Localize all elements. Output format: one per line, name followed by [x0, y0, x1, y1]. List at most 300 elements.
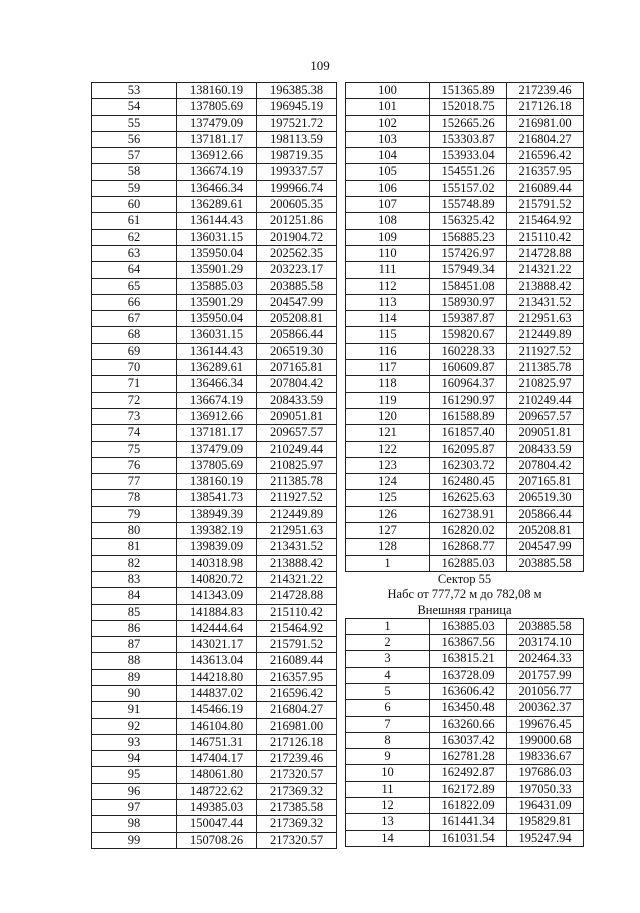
x-coordinate: 143613.04 [177, 653, 257, 669]
x-coordinate: 137479.09 [177, 115, 257, 131]
point-number: 103 [346, 131, 430, 147]
y-coordinate: 203885.58 [257, 278, 337, 294]
x-coordinate: 156885.23 [430, 229, 507, 245]
x-coordinate: 154551.26 [430, 164, 507, 180]
y-coordinate: 212951.63 [507, 311, 584, 327]
point-number: 1 [346, 618, 430, 634]
x-coordinate: 139839.09 [177, 539, 257, 555]
table-row [92, 751, 337, 767]
x-coordinate: 147404.17 [177, 751, 257, 767]
y-coordinate: 201251.86 [257, 213, 337, 229]
x-coordinate: 145466.19 [177, 702, 257, 718]
x-coordinate: 141884.83 [177, 604, 257, 620]
y-coordinate: 205208.81 [257, 311, 337, 327]
y-coordinate: 217320.57 [257, 832, 337, 848]
x-coordinate: 144837.02 [177, 685, 257, 701]
point-number: 70 [92, 360, 177, 376]
y-coordinate: 195829.81 [507, 814, 584, 830]
table-row [346, 213, 584, 229]
y-coordinate: 204547.99 [257, 294, 337, 310]
y-coordinate: 203885.58 [507, 555, 584, 571]
point-number: 97 [92, 800, 177, 816]
y-coordinate: 197686.03 [507, 765, 584, 781]
x-coordinate: 136912.66 [177, 408, 257, 424]
x-coordinate: 161822.09 [430, 798, 507, 814]
x-coordinate: 136031.15 [177, 327, 257, 343]
y-coordinate: 216357.95 [507, 164, 584, 180]
y-coordinate: 216981.00 [257, 718, 337, 734]
table-row [346, 245, 584, 261]
y-coordinate: 217369.32 [257, 816, 337, 832]
y-coordinate: 213431.52 [257, 539, 337, 555]
y-coordinate: 217239.46 [507, 83, 584, 99]
y-coordinate: 212449.89 [507, 327, 584, 343]
point-number: 12 [346, 798, 430, 814]
x-coordinate: 137805.69 [177, 457, 257, 473]
x-coordinate: 163037.42 [430, 732, 507, 748]
table-row [92, 800, 337, 816]
point-number: 2 [346, 635, 430, 651]
table-row [346, 360, 584, 376]
table-row [346, 651, 584, 667]
table-row [92, 506, 337, 522]
y-coordinate: 210249.44 [257, 441, 337, 457]
x-coordinate: 163728.09 [430, 667, 507, 683]
y-coordinate: 217369.32 [257, 783, 337, 799]
point-number: 64 [92, 262, 177, 278]
point-number: 69 [92, 343, 177, 359]
table-row [346, 83, 584, 99]
table-row [92, 490, 337, 506]
x-coordinate: 152018.75 [430, 99, 507, 115]
y-coordinate: 215791.52 [507, 197, 584, 213]
x-coordinate: 157426.97 [430, 245, 507, 261]
y-coordinate: 215791.52 [257, 637, 337, 653]
y-coordinate: 201757.99 [507, 667, 584, 683]
table-row [346, 781, 584, 797]
point-number: 124 [346, 474, 430, 490]
point-number: 60 [92, 197, 177, 213]
table-row [92, 180, 337, 196]
y-coordinate: 210249.44 [507, 392, 584, 408]
point-number: 83 [92, 571, 177, 587]
y-coordinate: 210825.97 [257, 457, 337, 473]
y-coordinate: 199000.68 [507, 732, 584, 748]
point-number: 95 [92, 767, 177, 783]
x-coordinate: 159387.87 [430, 311, 507, 327]
point-number: 123 [346, 457, 430, 473]
point-number: 99 [92, 832, 177, 848]
x-coordinate: 158930.97 [430, 294, 507, 310]
table-row [346, 523, 584, 539]
table-row [346, 830, 584, 846]
point-number: 94 [92, 751, 177, 767]
table-row [92, 441, 337, 457]
table-row [92, 131, 337, 147]
table-row [92, 539, 337, 555]
table-row [92, 832, 337, 848]
x-coordinate: 141343.09 [177, 588, 257, 604]
x-coordinate: 163867.56 [430, 635, 507, 651]
point-number: 113 [346, 294, 430, 310]
x-coordinate: 136466.34 [177, 376, 257, 392]
y-coordinate: 217385.58 [257, 800, 337, 816]
y-coordinate: 208433.59 [507, 441, 584, 457]
y-coordinate: 201904.72 [257, 229, 337, 245]
y-coordinate: 198336.67 [507, 749, 584, 765]
x-coordinate: 136289.61 [177, 197, 257, 213]
y-coordinate: 214728.88 [507, 245, 584, 261]
table-row [346, 327, 584, 343]
point-number: 68 [92, 327, 177, 343]
x-coordinate: 159820.67 [430, 327, 507, 343]
point-number: 76 [92, 457, 177, 473]
point-number: 66 [92, 294, 177, 310]
point-number: 61 [92, 213, 177, 229]
table-row [92, 262, 337, 278]
point-number: 82 [92, 555, 177, 571]
table-row [346, 376, 584, 392]
point-number: 13 [346, 814, 430, 830]
x-coordinate: 163815.21 [430, 651, 507, 667]
x-coordinate: 162172.89 [430, 781, 507, 797]
x-coordinate: 135885.03 [177, 278, 257, 294]
sector-title-row [346, 571, 584, 587]
x-coordinate: 162625.63 [430, 490, 507, 506]
x-coordinate: 138541.73 [177, 490, 257, 506]
table-row [92, 229, 337, 245]
x-coordinate: 162492.87 [430, 765, 507, 781]
point-number: 117 [346, 360, 430, 376]
y-coordinate: 208433.59 [257, 392, 337, 408]
x-coordinate: 137181.17 [177, 131, 257, 147]
point-number: 55 [92, 115, 177, 131]
point-number: 62 [92, 229, 177, 245]
page-number: 109 [310, 58, 330, 73]
x-coordinate: 153303.87 [430, 131, 507, 147]
y-coordinate: 209051.81 [257, 408, 337, 424]
table-row [92, 197, 337, 213]
y-coordinate: 204547.99 [507, 539, 584, 555]
x-coordinate: 157949.34 [430, 262, 507, 278]
point-number: 122 [346, 441, 430, 457]
table-row [346, 539, 584, 555]
y-coordinate: 216596.42 [507, 148, 584, 164]
table-row [346, 278, 584, 294]
table-row [346, 115, 584, 131]
table-row [346, 814, 584, 830]
y-coordinate: 215110.42 [257, 604, 337, 620]
table-row [346, 555, 584, 571]
x-coordinate: 151365.89 [430, 83, 507, 99]
boundary-row [346, 603, 584, 619]
y-coordinate: 203885.58 [507, 618, 584, 634]
point-number: 114 [346, 311, 430, 327]
table-row [92, 425, 337, 441]
coordinates-table-left [91, 82, 337, 849]
point-number: 8 [346, 732, 430, 748]
x-coordinate: 146104.80 [177, 718, 257, 734]
x-coordinate: 135950.04 [177, 311, 257, 327]
x-coordinate: 161441.34 [430, 814, 507, 830]
x-coordinate: 137479.09 [177, 441, 257, 457]
point-number: 54 [92, 99, 177, 115]
table-row [92, 767, 337, 783]
x-coordinate: 139382.19 [177, 523, 257, 539]
y-coordinate: 209657.57 [257, 425, 337, 441]
y-coordinate: 206519.30 [257, 343, 337, 359]
point-number: 109 [346, 229, 430, 245]
point-number: 121 [346, 425, 430, 441]
x-coordinate: 148722.62 [177, 783, 257, 799]
point-number: 93 [92, 734, 177, 750]
x-coordinate: 146751.31 [177, 734, 257, 750]
point-number: 126 [346, 506, 430, 522]
x-coordinate: 143021.17 [177, 637, 257, 653]
y-coordinate: 212951.63 [257, 523, 337, 539]
table-row [346, 343, 584, 359]
y-coordinate: 212449.89 [257, 506, 337, 522]
table-row [92, 783, 337, 799]
y-coordinate: 198719.35 [257, 148, 337, 164]
point-number: 119 [346, 392, 430, 408]
table-row [92, 474, 337, 490]
table-row [92, 669, 337, 685]
table-row [92, 408, 337, 424]
table-row [92, 604, 337, 620]
point-number: 101 [346, 99, 430, 115]
y-coordinate: 200362.37 [507, 700, 584, 716]
x-coordinate: 135950.04 [177, 245, 257, 261]
y-coordinate: 214728.88 [257, 588, 337, 604]
point-number: 71 [92, 376, 177, 392]
y-coordinate: 198113.59 [257, 131, 337, 147]
point-number: 73 [92, 408, 177, 424]
x-coordinate: 148061.80 [177, 767, 257, 783]
x-coordinate: 155748.89 [430, 197, 507, 213]
y-coordinate: 213431.52 [507, 294, 584, 310]
y-coordinate: 216804.27 [507, 131, 584, 147]
point-number: 102 [346, 115, 430, 131]
y-coordinate: 216804.27 [257, 702, 337, 718]
point-number: 4 [346, 667, 430, 683]
point-number: 98 [92, 816, 177, 832]
x-coordinate: 142444.64 [177, 620, 257, 636]
table-row [92, 816, 337, 832]
y-coordinate: 197521.72 [257, 115, 337, 131]
y-coordinate: 211385.78 [257, 474, 337, 490]
y-coordinate: 216089.44 [257, 653, 337, 669]
x-coordinate: 163885.03 [430, 618, 507, 634]
y-coordinate: 217320.57 [257, 767, 337, 783]
y-coordinate: 214321.22 [507, 262, 584, 278]
x-coordinate: 137805.69 [177, 99, 257, 115]
table-row [346, 148, 584, 164]
table-row [346, 474, 584, 490]
table-row [346, 164, 584, 180]
point-number: 104 [346, 148, 430, 164]
x-coordinate: 160609.87 [430, 360, 507, 376]
y-coordinate: 196385.38 [257, 83, 337, 99]
table-row [346, 716, 584, 732]
y-coordinate: 205208.81 [507, 523, 584, 539]
x-coordinate: 162738.91 [430, 506, 507, 522]
point-number: 58 [92, 164, 177, 180]
table-row [92, 311, 337, 327]
table-row [346, 732, 584, 748]
x-coordinate: 155157.02 [430, 180, 507, 196]
table-row [92, 555, 337, 571]
point-number: 77 [92, 474, 177, 490]
table-row [92, 164, 337, 180]
x-coordinate: 136031.15 [177, 229, 257, 245]
point-number: 88 [92, 653, 177, 669]
table-row [346, 490, 584, 506]
y-coordinate: 200605.35 [257, 197, 337, 213]
table-row [92, 115, 337, 131]
point-number: 72 [92, 392, 177, 408]
y-coordinate: 195247.94 [507, 830, 584, 846]
point-number: 14 [346, 830, 430, 846]
table-row [92, 343, 337, 359]
point-number: 78 [92, 490, 177, 506]
point-number: 67 [92, 311, 177, 327]
point-number: 10 [346, 765, 430, 781]
x-coordinate: 153933.04 [430, 148, 507, 164]
sector-title: Сектор 55 [346, 571, 584, 587]
y-coordinate: 216357.95 [257, 669, 337, 685]
point-number: 59 [92, 180, 177, 196]
x-coordinate: 136912.66 [177, 148, 257, 164]
point-number: 65 [92, 278, 177, 294]
point-number: 9 [346, 749, 430, 765]
table-row [346, 131, 584, 147]
table-row [92, 620, 337, 636]
y-coordinate: 201056.77 [507, 683, 584, 699]
point-number: 92 [92, 718, 177, 734]
y-coordinate: 207804.42 [257, 376, 337, 392]
table-row [92, 294, 337, 310]
y-coordinate: 207165.81 [257, 360, 337, 376]
x-coordinate: 138160.19 [177, 474, 257, 490]
table-row [92, 734, 337, 750]
x-coordinate: 152665.26 [430, 115, 507, 131]
point-number: 107 [346, 197, 430, 213]
y-coordinate: 202464.33 [507, 651, 584, 667]
x-coordinate: 162885.03 [430, 555, 507, 571]
point-number: 118 [346, 376, 430, 392]
point-number: 63 [92, 245, 177, 261]
point-number: 111 [346, 262, 430, 278]
x-coordinate: 161857.40 [430, 425, 507, 441]
x-coordinate: 138949.39 [177, 506, 257, 522]
x-coordinate: 160964.37 [430, 376, 507, 392]
x-coordinate: 162868.77 [430, 539, 507, 555]
x-coordinate: 137181.17 [177, 425, 257, 441]
y-coordinate: 203174.10 [507, 635, 584, 651]
x-coordinate: 162480.45 [430, 474, 507, 490]
table-row [92, 327, 337, 343]
x-coordinate: 136674.19 [177, 164, 257, 180]
table-row [92, 392, 337, 408]
y-coordinate: 207804.42 [507, 457, 584, 473]
point-number: 90 [92, 685, 177, 701]
y-coordinate: 215110.42 [507, 229, 584, 245]
table-row [346, 229, 584, 245]
table-row [346, 635, 584, 651]
y-coordinate: 209051.81 [507, 425, 584, 441]
x-coordinate: 140318.98 [177, 555, 257, 571]
y-coordinate: 206519.30 [507, 490, 584, 506]
table-row [346, 425, 584, 441]
point-number: 105 [346, 164, 430, 180]
point-number: 11 [346, 781, 430, 797]
table-row [346, 700, 584, 716]
y-coordinate: 196945.19 [257, 99, 337, 115]
sector-subtitle: Набс от 777,72 м до 782,08 м [387, 587, 542, 602]
table-row [346, 408, 584, 424]
x-coordinate: 136289.61 [177, 360, 257, 376]
y-coordinate: 217126.18 [507, 99, 584, 115]
table-row [92, 718, 337, 734]
table-row [92, 83, 337, 99]
y-coordinate: 209657.57 [507, 408, 584, 424]
point-number: 125 [346, 490, 430, 506]
point-number: 120 [346, 408, 430, 424]
table-row [346, 506, 584, 522]
y-coordinate: 215464.92 [257, 620, 337, 636]
x-coordinate: 136144.43 [177, 343, 257, 359]
table-row [92, 360, 337, 376]
x-coordinate: 150708.26 [177, 832, 257, 848]
point-number: 84 [92, 588, 177, 604]
point-number: 108 [346, 213, 430, 229]
point-number: 91 [92, 702, 177, 718]
y-coordinate: 214321.22 [257, 571, 337, 587]
table-row [346, 765, 584, 781]
point-number: 56 [92, 131, 177, 147]
point-number: 106 [346, 180, 430, 196]
table-row [92, 278, 337, 294]
x-coordinate: 162820.02 [430, 523, 507, 539]
y-coordinate: 213888.42 [507, 278, 584, 294]
table-row [346, 197, 584, 213]
y-coordinate: 207165.81 [507, 474, 584, 490]
x-coordinate: 163260.66 [430, 716, 507, 732]
y-coordinate: 211385.78 [507, 360, 584, 376]
boundary-label: Внешняя граница [346, 603, 584, 619]
y-coordinate: 210825.97 [507, 376, 584, 392]
y-coordinate: 213888.42 [257, 555, 337, 571]
y-coordinate: 205866.44 [507, 506, 584, 522]
y-coordinate: 196431.09 [507, 798, 584, 814]
table-row [92, 653, 337, 669]
table-row [346, 749, 584, 765]
x-coordinate: 144218.80 [177, 669, 257, 685]
y-coordinate: 216089.44 [507, 180, 584, 196]
table-row [92, 457, 337, 473]
x-coordinate: 136674.19 [177, 392, 257, 408]
table-row [346, 392, 584, 408]
coordinates-table-right [345, 82, 584, 847]
table-row [346, 441, 584, 457]
table-row [346, 294, 584, 310]
table-row [92, 376, 337, 392]
point-number: 100 [346, 83, 430, 99]
table-row [346, 99, 584, 115]
x-coordinate: 162095.87 [430, 441, 507, 457]
y-coordinate: 216981.00 [507, 115, 584, 131]
